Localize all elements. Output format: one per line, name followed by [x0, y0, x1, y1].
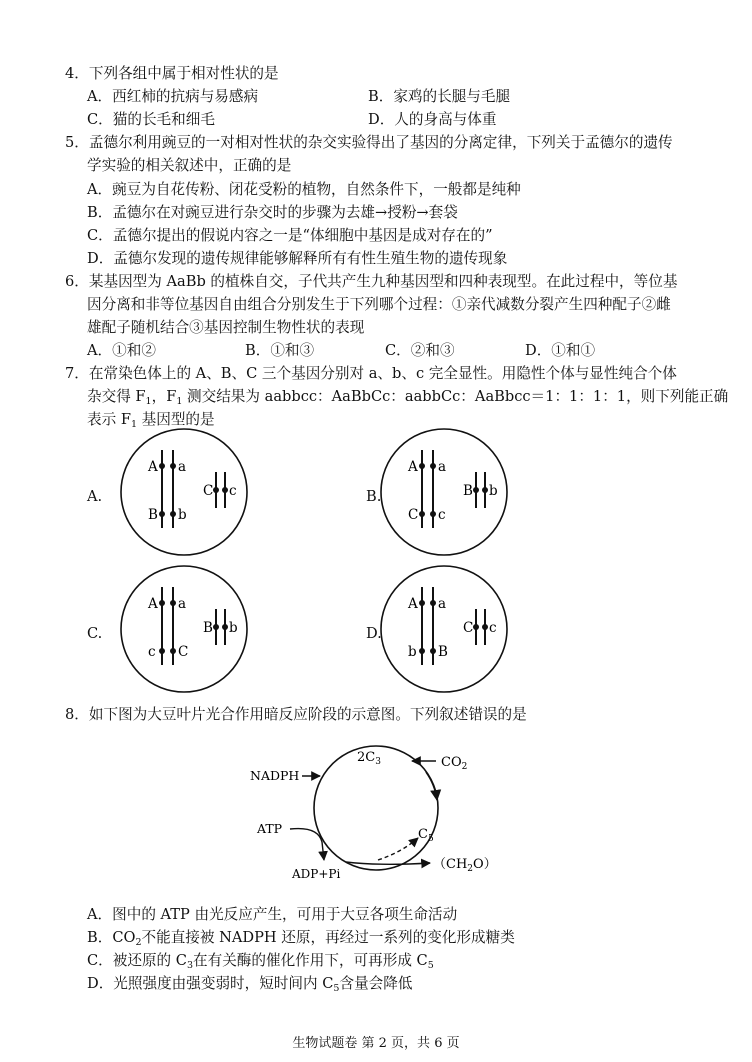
- adp-label: ADP+Pi: [292, 867, 341, 881]
- gene-label: C: [203, 483, 214, 499]
- q8-option-d: D．光照强度由强变弱时，短时间内 $C_5$含量会降低: [87, 975, 413, 994]
- nadph-label: NADPH: [250, 768, 300, 783]
- q8-option-c: C．被还原的 $C_3$在有关酶的催化作用下，可再形成 $C_5$: [87, 952, 434, 971]
- q6-option-d: D．①和①: [525, 342, 596, 359]
- q5-option-c: C．孟德尔提出的假说内容之一是“体细胞中基因是成对存在的”: [87, 227, 493, 244]
- c3-label: $2C_3$: [357, 750, 381, 767]
- q6-option-a: A．①和②: [87, 342, 156, 359]
- gene-label: B: [438, 644, 448, 660]
- q5-stem-line1: 5．孟德尔利用豌豆的一对相对性状的杂交实验得出了基因的分离定律，下列关于孟德尔的遗传: [65, 134, 673, 151]
- q7-stem-line2: 杂交得 $F_1$，$F_1$ 测交结果为 aabbcc：AaBbCc：aabbCc：AaBbcc＝1：1：1：1，则下列能正确: [87, 388, 729, 407]
- gene-label: a: [438, 459, 447, 475]
- gene-label: c: [438, 507, 446, 523]
- q7-option-label: A.: [87, 488, 103, 505]
- q7-option-label: D.: [366, 625, 382, 642]
- q5-option-b: B．孟德尔在对豌豆进行杂交时的步骤为去雄→授粉→套袋: [87, 204, 458, 221]
- c5-label: $C_5$: [418, 827, 434, 844]
- cycle-arrow: [426, 772, 437, 800]
- q6-stem-line2: 因分离和非等位基因自由组合分别发生于下列哪个过程：①亲代减数分裂产生四种配子②雌: [87, 296, 671, 313]
- gene-label: b: [178, 507, 187, 523]
- gene-label: A: [408, 459, 418, 475]
- page-footer: 生物试题卷 第 2 页，共 6 页: [292, 1036, 460, 1051]
- gene-label: c: [148, 644, 156, 660]
- gene-label: C: [408, 507, 419, 523]
- q7-stem-line1: 7．在常染色体上的 A、B、C 三个基因分别对 a、b、c 完全显性。用隐性个体与显性纯合个体: [65, 365, 677, 382]
- gene-label: A: [148, 596, 158, 612]
- q4-stem: 4．下列各组中属于相对性状的是: [65, 65, 279, 82]
- gene-label: a: [178, 596, 187, 612]
- q8-option-a: A．图中的 ATP 由光反应产生，可用于大豆各项生命活动: [87, 906, 458, 923]
- q8-option-b: B．$CO_2$不能直接被 NADPH 还原，再经过一系列的变化形成糖类: [87, 929, 515, 948]
- ch2o-arrow: [346, 862, 430, 864]
- gene-label: A: [148, 459, 158, 475]
- gene-label: a: [178, 459, 187, 475]
- q5-option-a: A．豌豆为自花传粉、闭花受粉的植物，自然条件下，一般都是纯种: [87, 181, 521, 198]
- q7-stem-line3: 表示 $F_1$ 基因型的是: [87, 411, 215, 430]
- q7-option-label: C.: [87, 625, 103, 642]
- c5-dashed-arrow: [378, 838, 418, 860]
- q4-option-a: A．西红柿的抗病与易感病: [87, 88, 259, 105]
- gene-label: c: [489, 620, 497, 636]
- q6-stem-line3: 雄配子随机结合③基因控制生物性状的表现: [87, 319, 365, 336]
- atp-label: ATP: [257, 821, 283, 836]
- q6-stem-line1: 6．某基因型为 AaBb 的植株自交，子代共产生九种基因型和四种表现型。在此过程中，等位基: [65, 273, 678, 290]
- gene-label: b: [408, 644, 417, 660]
- gene-label: C: [463, 620, 474, 636]
- gene-label: c: [229, 483, 237, 499]
- q8-stem: 8．如下图为大豆叶片光合作用暗反应阶段的示意图。下列叙述错误的是: [65, 706, 527, 723]
- gene-label: B: [148, 507, 158, 523]
- gene-label: b: [489, 483, 498, 499]
- gene-label: a: [438, 596, 447, 612]
- co2-label: $CO_2$: [441, 755, 468, 772]
- q5-stem-line2: 学实验的相关叙述中，正确的是: [87, 157, 292, 174]
- q6-option-b: B．①和③: [245, 342, 315, 359]
- q4-option-b: B．家鸡的长腿与毛腿: [368, 88, 511, 105]
- q7-option-label: B.: [366, 488, 382, 505]
- gene-label: B: [463, 483, 473, 499]
- q4-option-c: C．猫的长毛和细毛: [87, 111, 215, 128]
- gene-label: A: [408, 596, 418, 612]
- gene-label: b: [229, 620, 238, 636]
- gene-label: B: [203, 620, 213, 636]
- q6-option-c: C．②和③: [385, 342, 455, 359]
- gene-label: C: [178, 644, 189, 660]
- q5-option-d: D．孟德尔发现的遗传规律能够解释所有有性生殖生物的遗传现象: [87, 250, 508, 267]
- ch2o-label: $(CH_2O)$: [433, 857, 497, 874]
- q4-option-d: D．人的身高与体重: [368, 111, 497, 128]
